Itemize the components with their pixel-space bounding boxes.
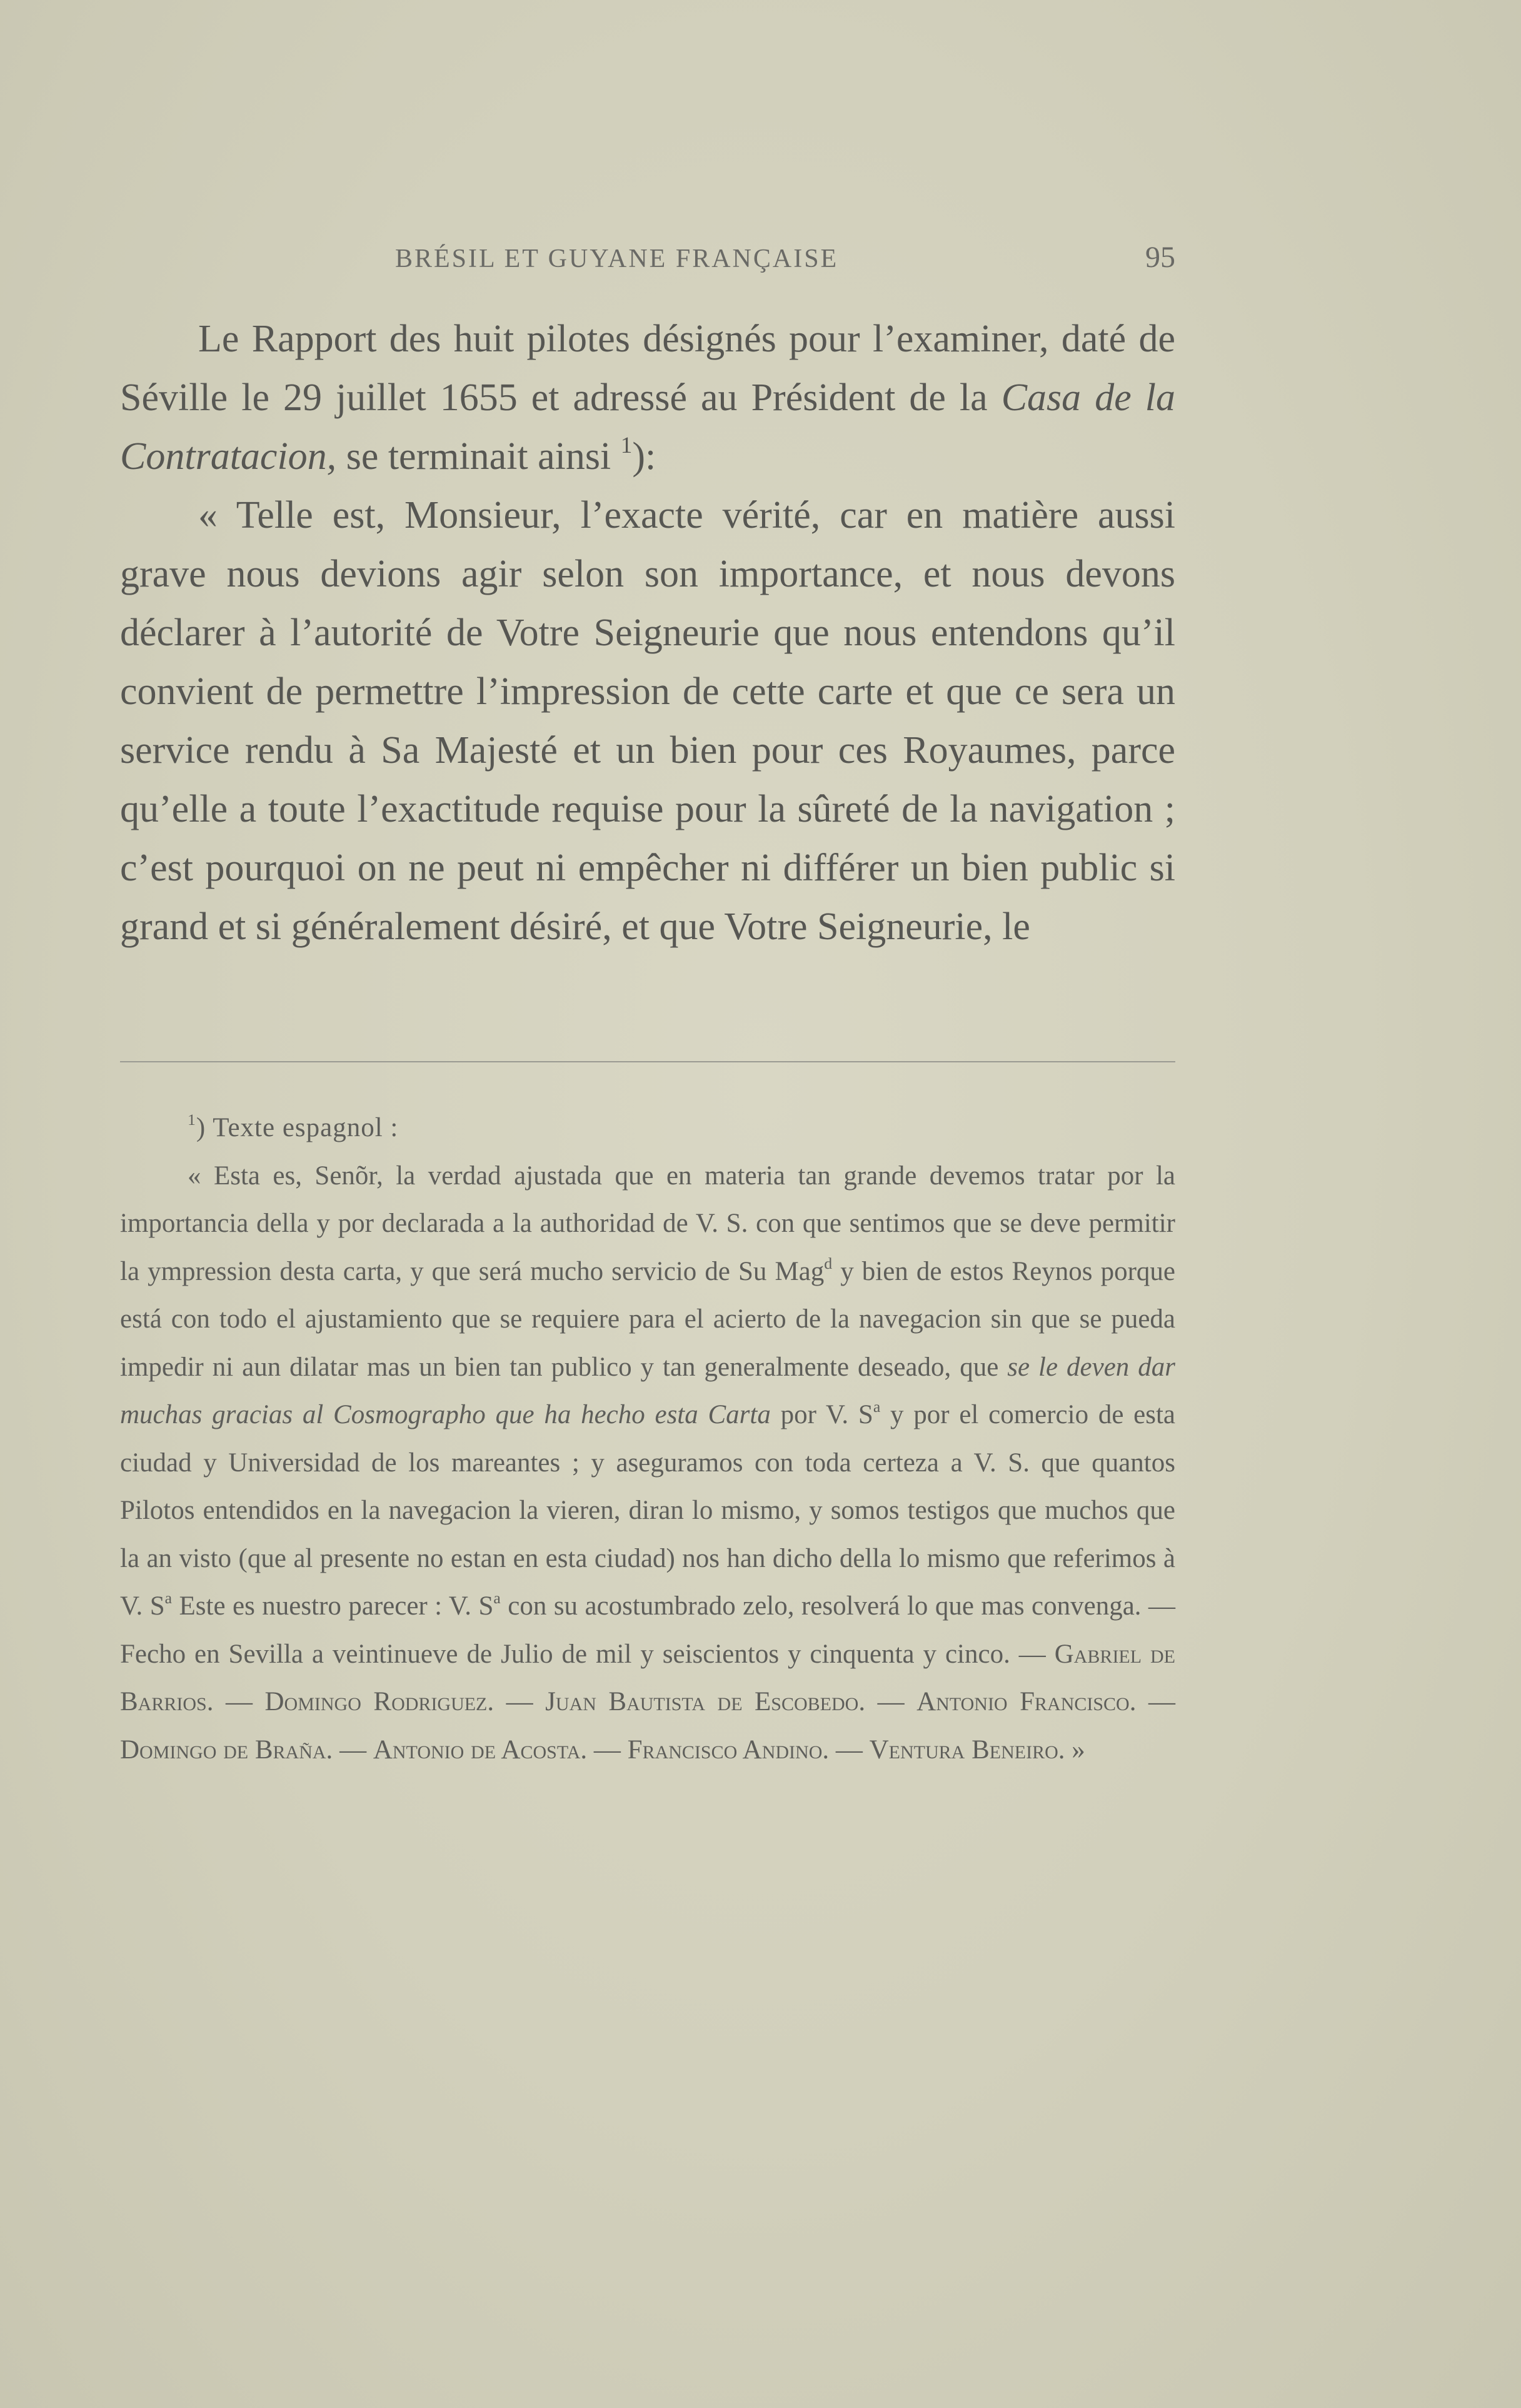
footnote-sup-a1: a	[873, 1397, 881, 1416]
paragraph-1-text-c: ):	[632, 435, 656, 478]
footnote-text-4: y por el comercio de esta ciudad y Universidad de los mareantes ; y aseguramos con toda certeza a V. S. que quantos Pilotos entendidos en la navegacion la vieren, diran lo mismo, y somos testigos que muchos que la an visto (que al presente no estan en esta ciudad) nos han dicho della lo mismo que referimos à V. S	[120, 1400, 1176, 1621]
main-text	[120, 310, 1175, 956]
footnote-sup-a3: a	[493, 1588, 501, 1607]
footnote-text-3: por V. S	[770, 1400, 873, 1429]
footnote-text-6: con su acostumbrado zelo, resolverá lo que mas convenga. — Fecho en Sevilla a veintinueve de Julio de mil y seiscientos y cinquenta y cinco. —	[120, 1591, 1175, 1669]
footnote-dash: —	[333, 1735, 373, 1765]
signatory-name: Juan Bautista de Escobedo.	[545, 1687, 866, 1716]
footnote-sup-d: d	[824, 1254, 833, 1272]
footnote-italic-phrase: se le deven dar muchas gracias al Cosmographo que ha hecho esta Carta	[120, 1352, 1175, 1429]
footnote-divider	[120, 1061, 1175, 1062]
paragraph-1-text-a: Le Rapport des huit pilotes désignés pour l’examiner, daté de Séville le 29 juillet 1655 et adressé au Président de la	[120, 318, 1175, 419]
running-title: BRÉSIL ET GUYANE FRANÇAISE	[395, 244, 839, 273]
paragraph-1-italic-title: Casa de la Contratacion,	[120, 376, 1175, 478]
signatory-name: Antonio Francisco.	[916, 1687, 1137, 1716]
footnote-dash: —	[865, 1687, 917, 1716]
signatory-name: Domingo Rodriguez.	[264, 1687, 494, 1716]
footnote-dash: —	[587, 1735, 628, 1765]
footnote-sup-a2: a	[164, 1588, 173, 1607]
footnote-text-5: Este es nuestro parecer : V. S	[172, 1591, 494, 1621]
signatory-name: Domingo de Braña.	[120, 1735, 333, 1765]
page-number: 95	[1145, 241, 1175, 274]
signatory-name: Gabriel de Barrios.	[120, 1639, 1176, 1716]
paragraph-2: « Telle est, Monsieur, l’exacte vérité, car en matière aussi grave nous devions agir selon son importance, et nous devons déclarer à l’autorité de Votre Seigneurie que nous entendons qu’il convient de permettre l’impression de cette carte et que ce sera un service rendu à Sa Majesté et un bien pour ces Royaumes, parce qu’elle a toute l’exactitude requise pour la sûreté de la navigation ; c’est pourquoi on ne peut ni empêcher ni différer un bien public si grand et si généralement désiré, et que Votre Seigneurie, le	[120, 494, 1175, 948]
running-head	[120, 236, 1175, 280]
footnote-dash: —	[1136, 1687, 1175, 1716]
signatory-name: Ventura Beneiro.	[869, 1735, 1065, 1765]
footnote-dash: —	[829, 1735, 870, 1765]
footnote-block	[120, 1104, 1175, 1774]
footnote-text-1: « Esta es, Senõr, la verdad ajustada que en materia tan grande devemos tratar por la importancia della y por declarada a la authoridad de V. S. con que sentimos que se deve permitir la ympression desta carta, y que será mucho servicio de Su Mag	[120, 1161, 1175, 1286]
footnote-heading-text: ) Texte espagnol :	[196, 1113, 399, 1142]
footnote-dash: —	[494, 1687, 546, 1716]
signatory-name: Antonio de Acosta.	[373, 1735, 588, 1765]
footnote-text-2: y bien de estos Reynos porque está con todo el ajustamiento que se requiere para el acierto de la navegacion sin que se pueda impedir ni aun dilatar mas un bien tan publico y tan generalmente deseado, que	[120, 1256, 1175, 1382]
footnote-heading	[120, 1104, 1175, 1152]
footnote-text	[120, 1152, 1175, 1775]
footnote-reference: 1	[620, 432, 633, 458]
footnote-marker: 1	[188, 1110, 196, 1129]
footnote-dash: —	[213, 1687, 265, 1716]
paragraph-1	[120, 310, 1175, 486]
footnote-closing-quote: »	[1065, 1735, 1085, 1765]
paragraph-1-text-b: se terminait ainsi	[336, 435, 621, 478]
signatory-name: Francisco Andino.	[627, 1735, 830, 1765]
